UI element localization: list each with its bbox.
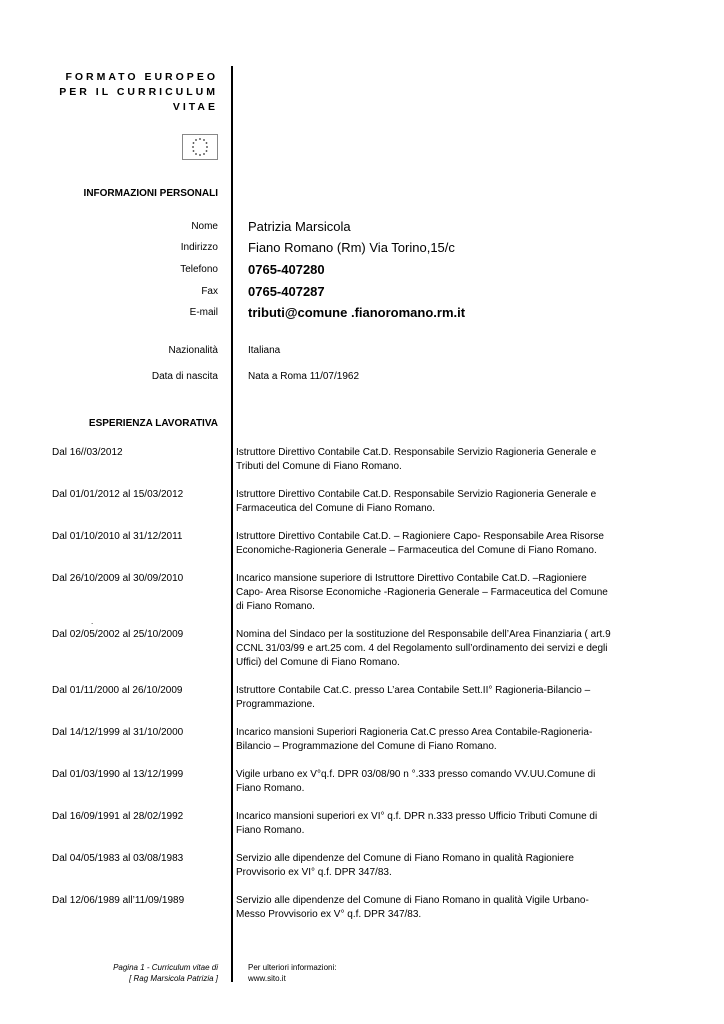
experience-date: Dal 04/05/1983 al 03/08/1983 bbox=[52, 853, 184, 864]
experience-description: Vigile urbano ex V°q.f. DPR 03/08/90 n °.333 presso comando VV.UU.Comune di Fiano Romano. bbox=[236, 769, 596, 794]
experience-description: Istruttore Direttivo Contabile Cat.D. Responsabile Servizio Ragioneria Generale e Farmaceutica del Comune di Fiano Romano. bbox=[236, 489, 597, 514]
experience-description: Servizio alle dipendenze del Comune di Fiano Romano in qualità Vigile Urbano- Messo Provvisorio ex V° q.f. DPR 347/83. bbox=[236, 895, 589, 920]
document-title bbox=[18, 70, 218, 115]
value-telefono: 0765-407280 bbox=[248, 262, 325, 277]
label-email: E-mail bbox=[189, 307, 218, 318]
value-nazionalita: Italiana bbox=[248, 345, 281, 356]
section-experience: ESPERIENZA LAVORATIVA bbox=[88, 418, 218, 429]
experience-date: Dal 16/09/1991 al 28/02/1992 bbox=[52, 811, 184, 822]
value-nome: Patrizia Marsicola bbox=[248, 219, 351, 234]
stray-mark: . bbox=[91, 617, 94, 626]
label-fax: Fax bbox=[201, 286, 218, 297]
experience-description: Nomina del Sindaco per la sostituzione del Responsabile dell’Area Finanziaria ( art.9 CCNL 31/03/99 e art.25 com. 4 del Regolamento sull’ordinamento dei servizi e degli Uffici) del Comune di Fiano Romano. bbox=[236, 629, 611, 668]
column-divider bbox=[231, 66, 233, 982]
footer-page-info: Pagina 1 - Curriculum vitae di [ Rag Marsicola Patrizia ] bbox=[113, 963, 218, 983]
experience-date: Dal 01/01/2012 al 15/03/2012 bbox=[52, 489, 184, 500]
experience-date: Dal 01/11/2000 al 26/10/2009 bbox=[52, 685, 183, 696]
experience-date: Dal 26/10/2009 al 30/09/2010 bbox=[52, 573, 184, 584]
label-nome: Nome bbox=[191, 221, 218, 232]
experience-description: Servizio alle dipendenze del Comune di Fiano Romano in qualità Ragioniere Provvisorio ex VI° q.f. DPR 347/83. bbox=[236, 853, 574, 878]
title-line: PER IL CURRICULUM bbox=[59, 86, 218, 98]
experience-description: Incarico mansioni superiori ex VI° q.f. DPR n.333 presso Ufficio Tributi Comune di Fiano Romano. bbox=[236, 811, 598, 836]
experience-description: Incarico mansione superiore di Istruttore Direttivo Contabile Cat.D. –Ragioniere Capo- Area Risorse Economiche -Ragioneria Generale – Farmaceutica del Comune di Fiano Romano. bbox=[236, 573, 608, 612]
value-fax: 0765-407287 bbox=[248, 284, 325, 299]
title-line: VITAE bbox=[172, 101, 218, 113]
value-indirizzo: Fiano Romano (Rm) Via Torino,15/c bbox=[248, 240, 455, 255]
experience-date: Dal 02/05/2002 al 25/10/2009 bbox=[52, 629, 184, 640]
label-nazionalita: Nazionalità bbox=[168, 345, 218, 356]
footer-more-info: Per ulteriori informazioni: www.sito.it bbox=[248, 963, 337, 983]
experience-date: Dal 01/03/1990 al 13/12/1999 bbox=[52, 769, 184, 780]
experience-date: Dal 12/06/1989 all’11/09/1989 bbox=[52, 895, 185, 906]
experience-description: Istruttore Direttivo Contabile Cat.D. Responsabile Servizio Ragioneria Generale e Tributi del Comune di Fiano Romano. bbox=[236, 447, 597, 472]
section-personal-info: INFORMAZIONI PERSONALI bbox=[83, 188, 218, 199]
label-indirizzo: Indirizzo bbox=[180, 242, 218, 253]
label-data-nascita: Data di nascita bbox=[151, 371, 218, 382]
label-telefono: Telefono bbox=[180, 264, 218, 275]
experience-date: Dal 01/10/2010 al 31/12/2011 bbox=[52, 531, 183, 542]
experience-date: Dal 14/12/1999 al 31/10/2000 bbox=[52, 727, 184, 738]
eu-flag-icon bbox=[182, 134, 218, 160]
experience-date: Dal 16//03/2012 bbox=[52, 447, 123, 458]
footer-link[interactable]: www.sito.it bbox=[248, 974, 286, 983]
title-line: FORMATO EUROPEO bbox=[65, 71, 218, 83]
experience-description: Istruttore Direttivo Contabile Cat.D. – Ragioniere Capo- Responsabile Area Risorse Economiche-Ragioneria Generale – Farmaceutica del Comune di Fiano Romano. bbox=[236, 531, 604, 556]
value-email[interactable]: tributi@comune .fianoromano.rm.it bbox=[248, 305, 466, 320]
value-data-nascita: Nata a Roma 11/07/1962 bbox=[248, 371, 360, 382]
experience-description: Istruttore Contabile Cat.C. presso L’area Contabile Sett.II° Ragioneria-Bilancio – Programmazione. bbox=[236, 685, 591, 710]
experience-description: Incarico mansioni Superiori Ragioneria Cat.C presso Area Contabile-Ragioneria- Bilancio – Programmazione del Comune di Fiano Romano. bbox=[236, 727, 593, 752]
